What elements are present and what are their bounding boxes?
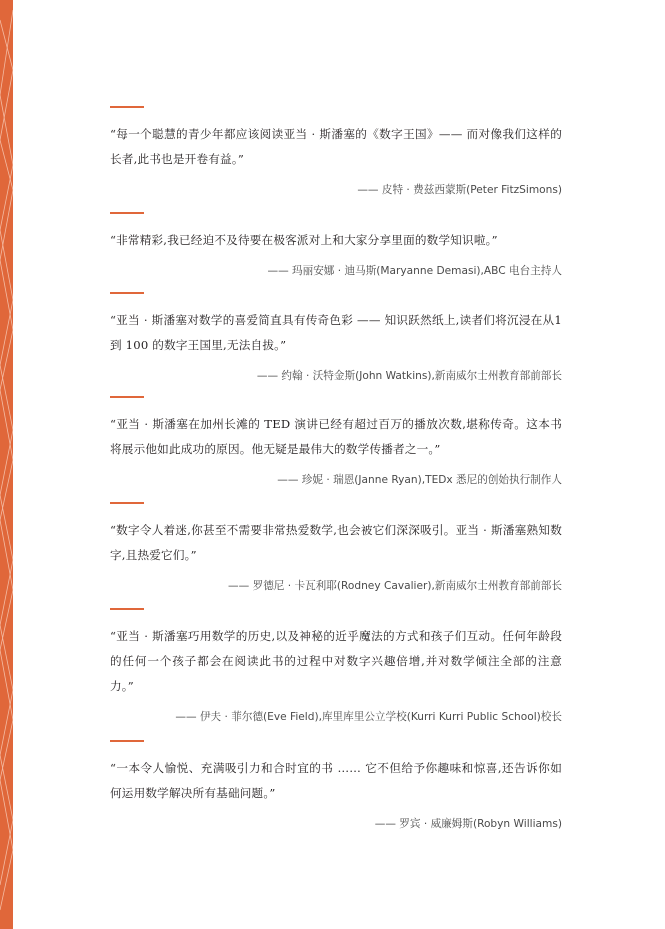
testimonial-quote: “非常精彩,我已经迫不及待要在极客派对上和大家分享里面的数学知识啦。” bbox=[110, 233, 498, 247]
testimonial-attribution: —— 伊夫 · 菲尔德(Eve Field),库里库里公立学校(Kurri Kurri Public School)校长 bbox=[175, 711, 562, 723]
accent-rule bbox=[110, 292, 144, 294]
testimonial-block bbox=[110, 502, 562, 595]
testimonial-attribution: —— 皮特 · 费兹西蒙斯(Peter FitzSimons) bbox=[357, 184, 562, 196]
testimonial-quote: “一本令人愉悦、充满吸引力和合时宜的书 …… 它不但给予你趣味和惊喜,还告诉你如何运用数学解决所有基础问题。” bbox=[110, 761, 562, 800]
testimonial-attribution: —— 约翰 · 沃特金斯(John Watkins),新南威尔士州教育部前部长 bbox=[256, 370, 562, 382]
accent-rule bbox=[110, 608, 144, 610]
testimonial-block bbox=[110, 292, 562, 385]
testimonial-attribution: —— 珍妮 · 瑞恩(Janne Ryan),TEDx 悉尼的创始执行制作人 bbox=[277, 474, 562, 486]
testimonial-quote: “每一个聪慧的青少年都应该阅读亚当 · 斯潘塞的《数字王国》—— 而对像我们这样的长者,此书也是开卷有益。” bbox=[110, 127, 562, 166]
testimonial-block bbox=[110, 212, 562, 280]
accent-rule bbox=[110, 212, 144, 214]
testimonial-block bbox=[110, 608, 562, 726]
testimonial-block bbox=[110, 106, 562, 199]
testimonial-quote: “亚当 · 斯潘塞在加州长滩的 TED 演讲已经有超过百万的播放次数,堪称传奇。这本书将展示他如此成功的原因。他无疑是最伟大的数学传播者之一。” bbox=[110, 417, 562, 456]
testimonial-block bbox=[110, 740, 562, 833]
accent-rule bbox=[110, 106, 144, 108]
accent-rule bbox=[110, 502, 144, 504]
testimonial-quote: “亚当 · 斯潘塞对数学的喜爱简直具有传奇色彩 —— 知识跃然纸上,读者们将沉浸在从1 到 100 的数字王国里,无法自拔。” bbox=[110, 313, 562, 352]
testimonial-attribution: —— 玛丽安娜 · 迪马斯(Maryanne Demasi),ABC 电台主持人 bbox=[267, 265, 562, 277]
accent-rule bbox=[110, 740, 144, 742]
testimonial-block bbox=[110, 396, 562, 489]
testimonial-attribution: —— 罗德尼 · 卡瓦利耶(Rodney Cavalier),新南威尔士州教育部前部长 bbox=[228, 580, 562, 592]
testimonial-quote: “数字令人着迷,你甚至不需要非常热爱数学,也会被它们深深吸引。亚当 · 斯潘塞熟知数字,且热爱它们。” bbox=[110, 523, 562, 562]
accent-rule bbox=[110, 396, 144, 398]
testimonial-quote: “亚当 · 斯潘塞巧用数学的历史,以及神秘的近乎魔法的方式和孩子们互动。任何年龄段的任何一个孩子都会在阅读此书的过程中对数字兴趣倍增,并对数学倾注全部的注意力。” bbox=[110, 629, 562, 693]
testimonial-attribution: —— 罗宾 · 威廉姆斯(Robyn Williams) bbox=[374, 818, 562, 830]
